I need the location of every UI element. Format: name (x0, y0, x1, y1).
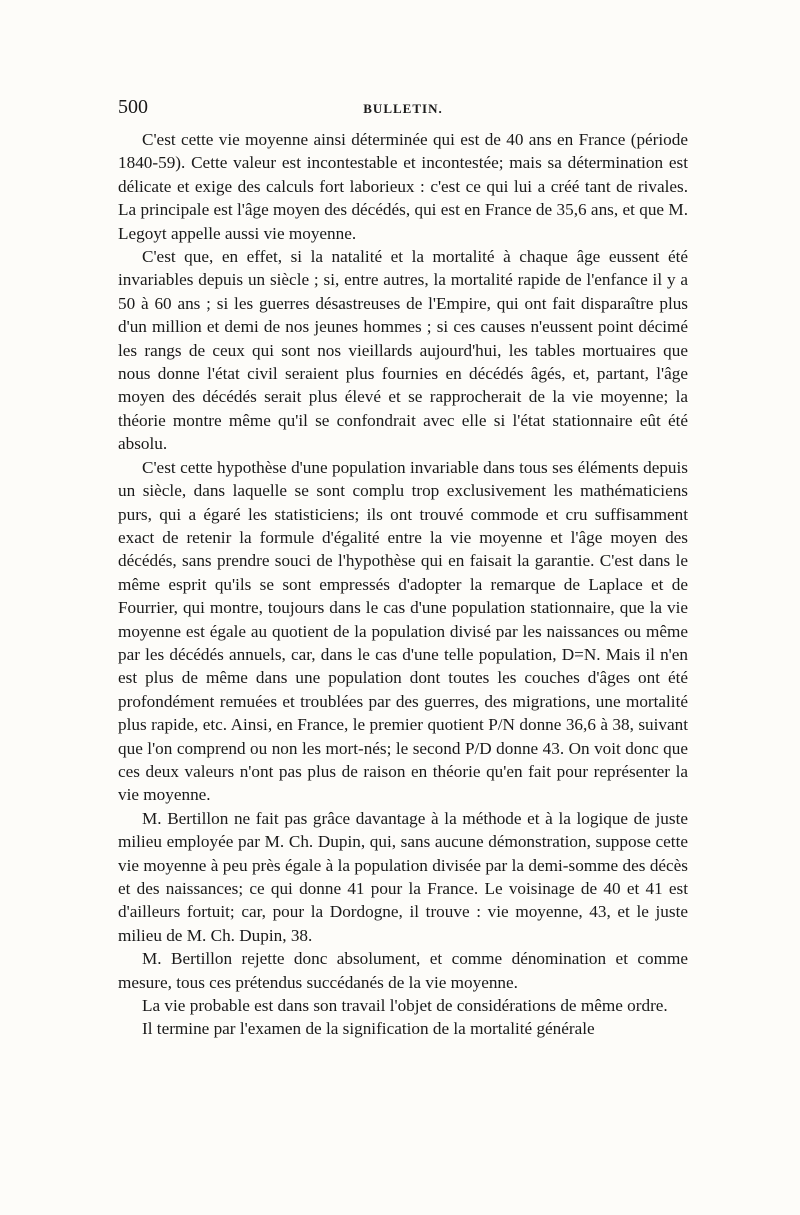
paragraph: C'est cette vie moyenne ainsi déterminée qui est de 40 ans en France (période 1840-59). Cette valeur est incontestable et incontestée; mais sa détermination est délicate et exige des calculs fort laborieux : c'est ce qui lui a créé tant de rivales. La principale est l'âge moyen des décédés, qui est en France de 35,6 ans, et que M. Legoyt appelle aussi vie moyenne. (118, 130, 688, 243)
paragraph: M. Bertillon rejette donc absolument, et comme dénomination et comme mesure, tous ces prétendus succédanés de la vie moyenne. (118, 949, 688, 992)
running-head (118, 96, 688, 120)
paragraph: C'est cette hypothèse d'une population invariable dans tous ses éléments depuis un siècle, dans laquelle se sont complu trop exclusivement les mathématiciens purs, qui a égaré les statisticiens; ils ont trouvé commode et cru suffisamment exact de retenir la formule d'égalité entre la vie moyenne et l'âge moyen des décédés, sans prendre souci de l'hypothèse qui en faisait la garantie. C'est dans le même esprit qu'ils se sont empressés d'adopter la remarque de Laplace et de Fourrier, qui montre, toujours dans le cas d'une population stationnaire, que la vie moyenne est égale au quotient de la population divisé par les naissances ou même par les décédés annuels, car, dans le cas d'une telle population, D=N. Mais il n'en est plus de même dans une population dont toutes les couches d'âges ont été profondément remuées et troublées par des guerres, des migrations, une mortalité plus rapide, etc. Ainsi, en France, le premier quotient P/N donne 36,6 à 38, suivant que l'on comprend ou non les mort-nés; le second P/D donne 43. On voit donc que ces deux valeurs n'ont pas plus de raison en théorie qu'en fait pour représenter la vie moyenne. (118, 457, 688, 805)
paragraph: La vie probable est dans son travail l'objet de considérations de même ordre. (142, 996, 668, 1016)
paragraph: M. Bertillon ne fait pas grâce davantage à la méthode et à la logique de juste milieu employée par M. Ch. Dupin, qui, sans aucune démonstration, suppose cette vie moyenne à peu près égale à la population divisée par la demi-somme des décès et des naissances; ce qui donne 41 pour la France. Le voisinage de 40 et 41 est d'ailleurs fortuit; car, pour la Dordogne, il trouve : vie moyenne, 43, et le juste milieu de M. Ch. Dupin, 38. (118, 808, 688, 945)
paragraph: C'est que, en effet, si la natalité et la mortalité à chaque âge eussent été invariables depuis un siècle ; si, entre autres, la mortalité rapide de l'enfance il y a 50 à 60 ans ; si les guerres désastreuses de l'Empire, qui ont fait disparaître plus d'un million et demi de nos jeunes hommes ; si ces causes n'eussent point décimé les rangs de ceux qui sont nos vieillards aujourd'hui, les tables mortuaires que nous donne l'état civil seraient plus fournies en décédés âgés, et, partant, l'âge moyen des décédés serait plus élevé et se rapprocherait de la vie moyenne; la théorie montre même qu'il se confondrait avec elle si l'état stationnaire eût été absolu. (118, 247, 688, 454)
body-text (118, 128, 688, 1041)
page-number: 500 (118, 96, 148, 118)
running-title: BULLETIN. (363, 101, 443, 116)
paragraph: Il termine par l'examen de la signification de la mortalité générale (142, 1019, 595, 1039)
